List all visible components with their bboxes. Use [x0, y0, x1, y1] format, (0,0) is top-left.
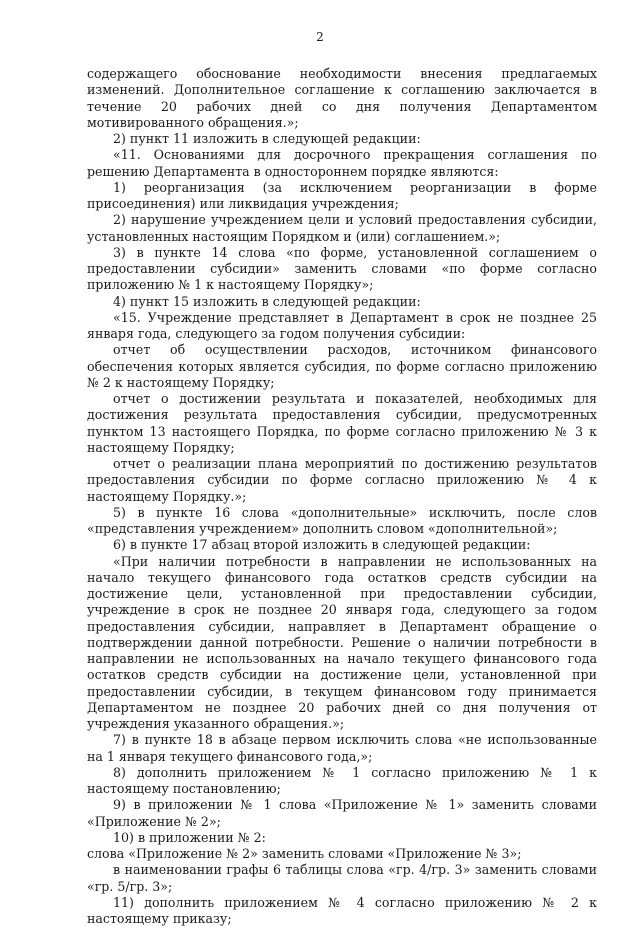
paragraph: отчет о реализации плана мероприятий по достижению результатов предоставления субсидии по форме согласно приложению № 4 к настоящему Порядку.»; [87, 456, 597, 504]
paragraph: 2) нарушение учреждением цели и условий предоставления субсидии, установленных настоящим Порядком и (или) соглашением.»; [87, 212, 597, 244]
paragraph: 4) пункт 15 изложить в следующей редакции: [113, 293, 421, 309]
page-number: 2 [316, 30, 324, 44]
paragraph: 6) в пункте 17 абзац второй изложить в следующей редакции: [113, 537, 531, 553]
paragraph: 11) дополнить приложением № 4 согласно приложению № 2 к настоящему приказу; [87, 894, 597, 926]
paragraph: 7) в пункте 18 в абзаце первом исключить слова «не использованные на 1 января текущего финансового года,»; [87, 732, 597, 764]
paragraph: слова «Приложение № 2» заменить словами «Приложение № 3»; [87, 846, 522, 861]
paragraph: отчет о достижении результата и показателей, необходимых для достижения результата предоставления субсидии, предусмотренных пунктом 13 настоящего Порядка, по форме согласно приложению № 3 к настоящему Порядку; [87, 391, 597, 455]
paragraph: 2) пункт 11 изложить в следующей редакции: [113, 131, 421, 146]
paragraph: 10) в приложении № 2: [113, 829, 266, 845]
paragraph: «При наличии потребности в направлении не использованных на начало текущего финансового года остатков средств субсидии на достижение цели, установленной при предоставлении субсидии, учреждение в срок не позднее 20 января года, следующего за годом предоставления субсидии, направляет в Департамент обращение о подтверждении данной потребности. Решение о наличии потребности в направлении не использованных на начало текущего финансового года остатков средств субсидии на достижение цели, установленной при предоставлении субсидии, в текущем финансовом году принимается Департаментом не позднее 20 рабочих дней со дня получения от учреждения указанного обращения.»; [87, 553, 597, 731]
paragraph: 5) в пункте 16 слова «дополнительные» исключить, после слов «представления учреждением» дополнить словом «дополнительной»; [87, 504, 597, 536]
paragraph: в наименовании графы 6 таблицы слова «гр. 4/гр. 3» заменить словами «гр. 5/гр. 3»; [87, 862, 597, 894]
paragraph: «11. Основаниями для досрочного прекращения соглашения по решению Департамента в одностороннем порядке являются: [87, 147, 597, 179]
paragraph: «15. Учреждение представляет в Департамент в срок не позднее 25 января года, следующего за годом получения субсидии: [87, 309, 597, 341]
paragraph: 3) в пункте 14 слова «по форме, установленной соглашением о предоставлении субсидии» заменить словами «по форме согласно приложению № 1 к настоящему Порядку»; [87, 244, 597, 293]
paragraph: 8) дополнить приложением № 1 согласно приложению № 1 к настоящему постановлению; [87, 764, 597, 796]
paragraph: 1) реорганизация (за исключением реорганизации в форме присоединения) или ликвидация учреждения; [87, 179, 597, 211]
paragraph: отчет об осуществлении расходов, источником финансового обеспечения которых является субсидия, по форме согласно приложению № 2 к настоящему Порядку; [87, 342, 597, 390]
paragraph: содержащего обоснование необходимости внесения предлагаемых изменений. Дополнительное соглашение к соглашению заключается в течение 20 рабочих дней со дня получения Департаментом мотивированного обращения.»; [87, 66, 597, 130]
paragraph: 9) в приложении № 1 слова «Приложение № 1» заменить словами «Приложение № 2»; [87, 797, 597, 829]
document-body [87, 66, 597, 927]
